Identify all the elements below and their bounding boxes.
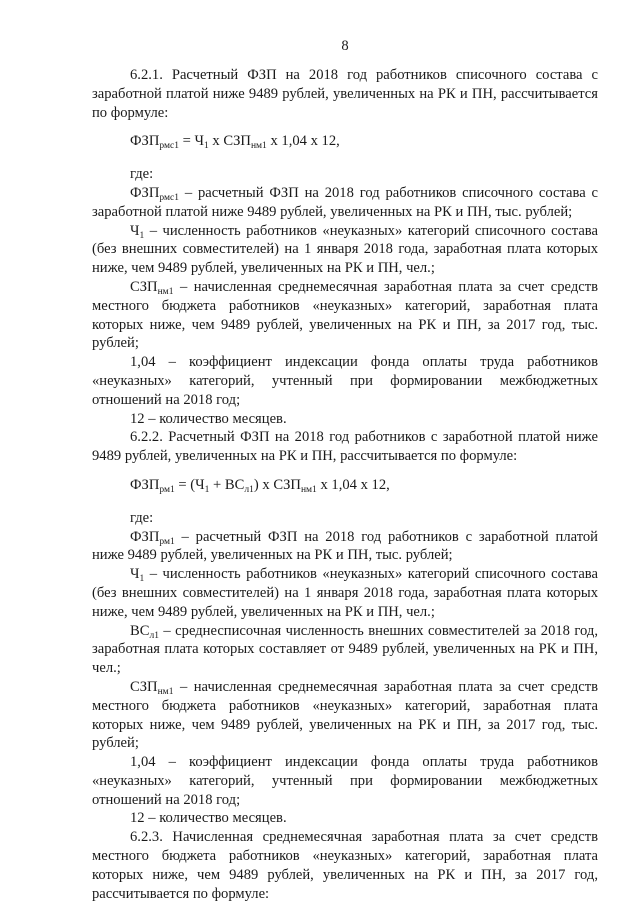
formula-term: х 1,04 х 12,: [316, 476, 390, 493]
definition-text: – начисленная среднемесячная заработная плата за счет средств местного бюджета работников «неуказных» категорий, заработная плата которых ниже, чем 9489 рублей, увеличенных на РК и ПН, за 2017 год, тыс. рублей;: [92, 278, 598, 352]
page-number: 8: [341, 38, 349, 54]
formula-subscript: 1: [204, 141, 209, 152]
definition-text: – численность работников «неуказных» категорий списочного состава (без внешних совместителей) на 1 января 2018 года, заработная плата которых ниже, чем 9489 рублей, увеличенных на РК и ПН, чел.;: [92, 222, 598, 277]
definition-symbol: Ч: [130, 566, 140, 583]
formula-fzp-rm1: [130, 476, 598, 495]
formula-term: + ВС: [209, 476, 245, 493]
definition-months: 12 – количество месяцев.: [130, 410, 287, 427]
definition-vs-l1: [92, 622, 598, 678]
definition-text: – начисленная среднемесячная заработная плата за счет средств местного бюджета работников «неуказных» категорий, заработная плата которых ниже, чем 9489 рублей, увеличенных на РК и ПН, за 2017 год, тыс. рублей;: [92, 678, 598, 752]
where-label: где:: [130, 166, 154, 183]
definition-subscript: 1: [139, 574, 145, 585]
definition-index-coefficient: 1,04 – коэффициент индексации фонда оплаты труда работников «неуказных» категорий, учтенный при формировании межбюджетных отношений на 2018 год;: [92, 354, 598, 408]
definition-szp-nm1: [92, 678, 598, 753]
definition-subscript: рмс1: [159, 192, 179, 203]
section-6-2-1-intro: 6.2.1. Расчетный ФЗП на 2018 год работников списочного состава с заработной платой ниже 9489 рублей, увеличенных на РК и ПН, рассчитывается по формуле:: [92, 67, 598, 121]
definition-subscript: л1: [149, 630, 159, 641]
definition-months: 12 – количество месяцев.: [130, 810, 287, 827]
formula-term: х СЗП: [208, 133, 251, 150]
definition-szp-nm1: [92, 278, 598, 353]
formula-term: ФЗП: [130, 133, 160, 150]
definition-text: – численность работников «неуказных» категорий списочного состава (без внешних совместителей) на 1 января 2018 года, заработная плата которых ниже, чем 9489 рублей, увеличенных на РК и ПН, чел.;: [92, 566, 598, 620]
formula-subscript: рм1: [159, 484, 175, 495]
definition-symbol: СЗП: [130, 678, 158, 695]
definition-fzp-rms1: [92, 184, 598, 222]
definition-subscript: рм1: [159, 536, 175, 547]
definition-text: – расчетный ФЗП на 2018 год работников списочного состава с заработной платой ниже 9489 рублей, увеличенных на РК и ПН, тыс. рублей;: [92, 184, 598, 220]
formula-subscript: 1: [204, 484, 210, 495]
formula-term: = Ч: [178, 133, 204, 150]
formula-term: х 1,04 х 12,: [266, 133, 340, 150]
definition-ch1: [92, 222, 598, 278]
formula-term: ФЗП: [130, 476, 160, 493]
definition-subscript: нм1: [157, 686, 174, 697]
definition-symbol: ВС: [130, 622, 150, 639]
definition-symbol: ФЗП: [130, 184, 160, 201]
section-6-2-2-intro: 6.2.2. Расчетный ФЗП на 2018 год работников с заработной платой ниже 9489 рублей, увеличенных на РК и ПН, рассчитывается по формуле:: [92, 429, 598, 465]
definition-symbol: ФЗП: [130, 528, 160, 545]
document-body: [92, 66, 598, 903]
definition-subscript: нм1: [157, 286, 174, 297]
document-page: [92, 0, 598, 905]
definition-text: – среднесписочная численность внешних совместителей за 2018 год, заработная плата которых составляет от 9489 рублей, увеличенных на РК и ПН, чел.;: [92, 622, 598, 677]
where-label: где:: [130, 509, 154, 526]
definition-ch1: [92, 565, 598, 621]
formula-subscript: л1: [244, 484, 254, 495]
formula-subscript: рмс1: [159, 141, 179, 152]
formula-subscript: нм1: [250, 141, 267, 152]
definition-symbol: Ч: [130, 222, 140, 239]
definition-symbol: СЗП: [130, 278, 158, 295]
formula-term: ) х СЗП: [253, 476, 301, 493]
definition-fzp-rm1: [92, 528, 598, 566]
formula-fzp-rms1: [130, 132, 598, 151]
definition-index-coefficient: 1,04 – коэффициент индексации фонда оплаты труда работников «неуказных» категорий, учтенный при формировании межбюджетных отношений на 2018 год;: [92, 754, 598, 808]
formula-subscript: нм1: [300, 484, 317, 495]
formula-term: = (Ч: [174, 476, 205, 493]
definition-subscript: 1: [139, 230, 145, 241]
definition-text: – расчетный ФЗП на 2018 год работников с заработной платой ниже 9489 рублей, увеличенных на РК и ПН, тыс. рублей;: [92, 528, 598, 564]
section-6-2-3-intro: 6.2.3. Начисленная среднемесячная заработная плата за счет средств местного бюджета работников «неуказных» категорий, заработная плата которых ниже, чем 9489 рублей, увеличенных на РК и ПН, за 2017 год, рассчитывается по формуле:: [92, 829, 598, 902]
